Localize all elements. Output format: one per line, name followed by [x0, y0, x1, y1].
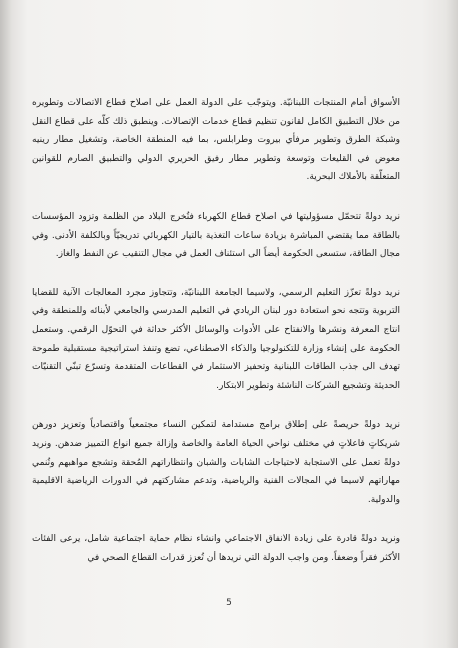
document-body: [32, 94, 400, 588]
paragraph-electricity-energy: نريد دولةً تتحمّل مسؤوليتها في اصلاح قطاع الكهرباء فتُخرج البلاد من الظلمة وتزود المؤسسات بالطاقة مما يقتضي المباشرة بزيادة ساعات التغذية بالتيار الكهربائي تدريجيّاً وبالكلفة الأدنى. وفي مجال الطاقة، ستسعى الحكومة أيضاً الى استئناف العمل في مجال التنقيب عن النفط والغاز.: [32, 211, 400, 260]
page-left-shadow: [0, 0, 12, 648]
page-number: 5: [226, 598, 232, 608]
paragraph-education-technology: نريد دولةً تعزّز التعليم الرسمي، ولاسيما الجامعة اللبنانيّة، وتتجاوز مجرد المعالجات الآنية للقضايا التربوية وتتجه نحو استعادة دور لبنان الريادي في التعليم المدرسي والجامعي لأبنائه وللمنطقة وفي انتاج المعرفة ونشرها والانفتاح على الأدوات والوسائل الأكثر حداثة في التحوّل الرقمي. وستعمل الحكومة على إنشاء وزارة للتكنولوجيا والذكاء الاصطناعي، تضع وتنفذ استراتيجية مستقبلية طموحة تهدف الى جذب الطاقات اللبنانية وتحفيز الاستثمار في القطاعات المتقدمة وتسرّع تبنّي التقنيّات الحديثة وتشجيع الشركات الناشئة وتطوير الابتكار.: [32, 287, 400, 391]
page-right-shadow: [446, 0, 458, 648]
paragraph-social-protection: ونريد دولةً قادرة على زيادة الانفاق الاجتماعي وانشاء نظام حماية اجتماعية شامل، يرعى الفئات الأكثر فقراً وضعفاً. ومن واجب الدولة التي نريدها أن تُعزز قدرات القطاع الصحي في: [32, 534, 400, 563]
paragraph-women-youth: نريد دولةً حريصةً على إطلاق برامج مستدامة لتمكين النساء مجتمعياً واقتصادياً وتعزيز دورهن شريكاتٍ فاعلاتٍ في مختلف نواحي الحياة العامة والخاصة وإزالة جميع انواع التمييز ضدهن. ونريد دولةً تعمل على الاستجابة لاحتياجات الشابات والشبان وانتظاراتهم المُحقة وتشجع مواهبهم وتُنمي مهاراتهم لاسيما في المجالات الفنية والرياضية، وتدعم مشاركتهم في الدورات الرياضية الاقليمية والدولية.: [32, 420, 400, 505]
paragraph-markets-transport: الأسواق أمام المنتجات اللبنانيّة. ويتوجّب على الدولة العمل على اصلاح قطاع الاتصالات وتطويره من خلال التطبيق الكامل لقانون تنظيم قطاع خدمات الإتصالات. وينطبق ذلك كلّه على قطاع النقل وشبكة الطرق وتطوير مرفأي بيروت وطرابلس، بما فيه المنطقة الخاصة، وتشغيل مطار رينيه معوض في القليعات وتوسعة وتطوير مطار رفيق الحريري الدولي والتطبيق الصارم للقوانين المتعلّقة بالأملاك البحرية.: [32, 98, 400, 183]
